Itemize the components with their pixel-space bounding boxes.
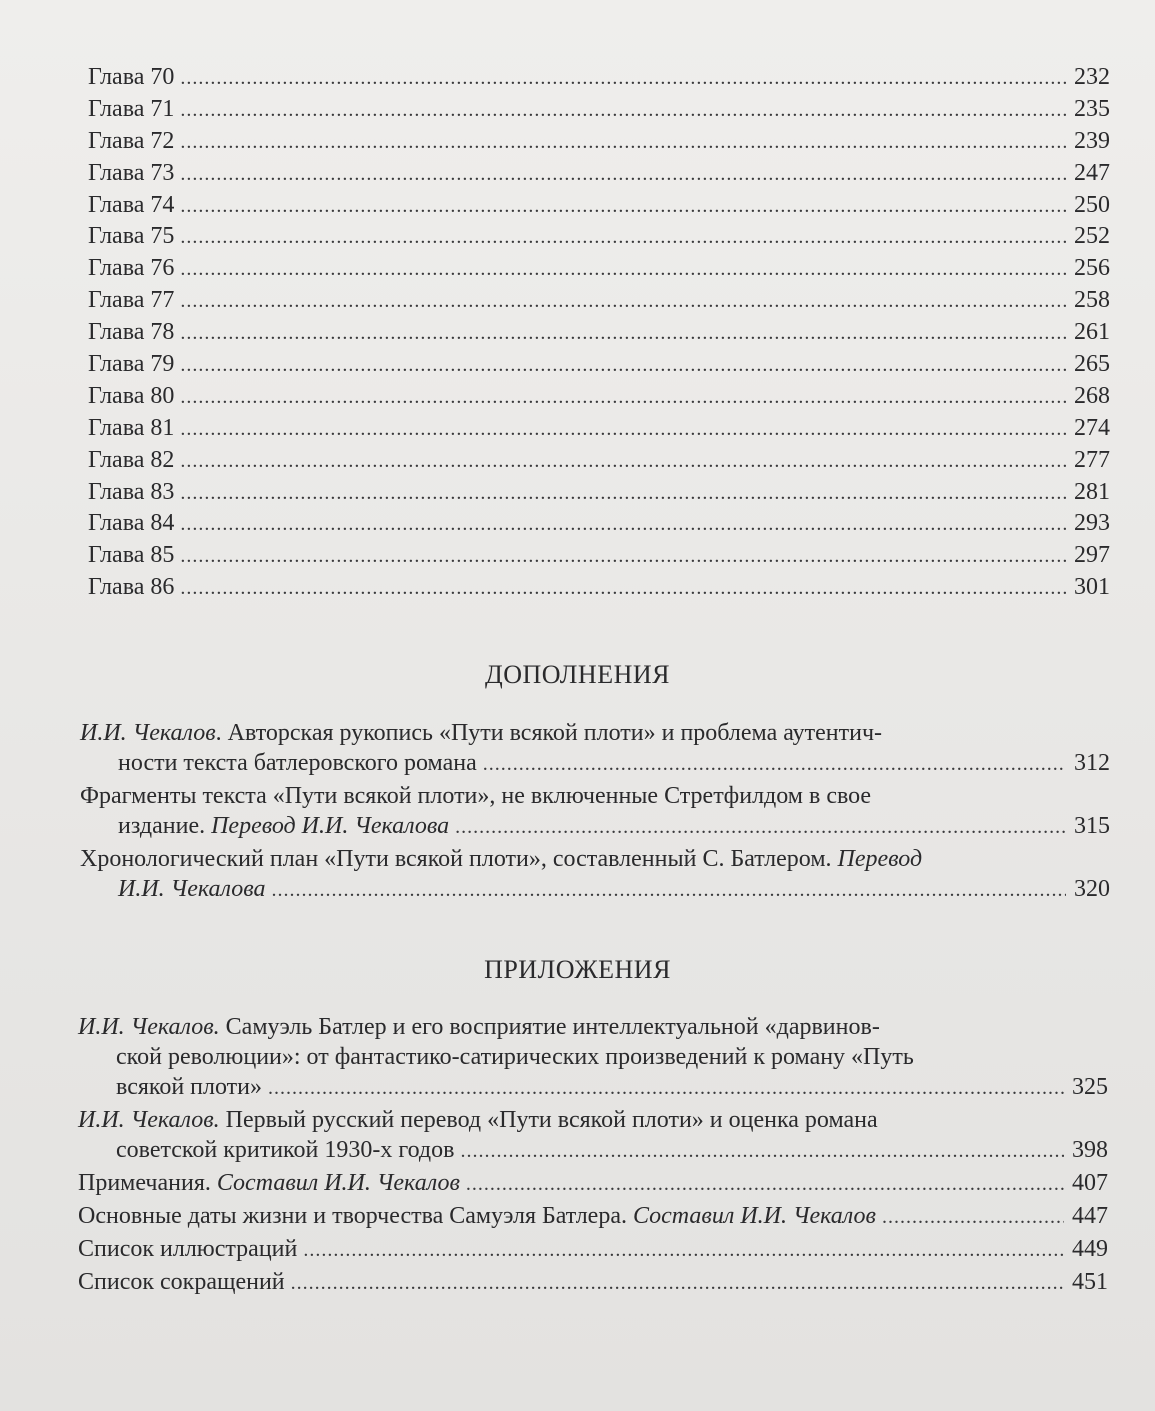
toc-row [88, 349, 1110, 381]
page-number: 256 [1074, 255, 1110, 282]
entry-text: Список иллюстраций [78, 1236, 298, 1262]
toc-row [88, 62, 1110, 94]
toc-row [88, 445, 1110, 477]
page-number: 261 [1074, 319, 1110, 346]
entry-text: Фрагменты текста «Пути всякой плоти», не включенные Стретфилдом в свое [80, 783, 872, 809]
dot-leader [180, 446, 1066, 478]
dot-leader [291, 1268, 1064, 1298]
dot-leader [180, 286, 1066, 318]
chapter-label: Глава 75 [88, 223, 175, 250]
chapter-label: Глава 78 [88, 319, 175, 346]
dot-leader [180, 63, 1066, 95]
chapter-label: Глава 74 [88, 191, 175, 218]
page-number: 312 [1074, 750, 1110, 776]
chapter-label: Глава 72 [88, 127, 175, 154]
page-number: 258 [1074, 287, 1110, 314]
dot-leader [180, 478, 1066, 510]
chapter-label: Глава 77 [88, 287, 175, 314]
page-number: 281 [1074, 478, 1110, 505]
entry-text: . Авторская рукопись «Пути всякой плоти» и проблема аутентич- [215, 720, 883, 746]
chapter-label: Глава 80 [88, 382, 175, 409]
dot-leader [180, 414, 1066, 446]
page-number: 398 [1072, 1137, 1108, 1163]
toc-row [88, 158, 1110, 190]
page-number: 277 [1074, 446, 1110, 473]
chapter-label: Глава 82 [88, 446, 175, 473]
dot-leader [466, 1169, 1064, 1199]
toc-entry [78, 1012, 1108, 1103]
dot-leader [180, 159, 1066, 191]
section-heading-appendices: ПРИЛОЖЕНИЯ [484, 955, 671, 984]
toc-entry [78, 1201, 1108, 1232]
toc-row [88, 572, 1110, 604]
toc-row [88, 317, 1110, 349]
toc-row [88, 253, 1110, 285]
entry-text: Первый русский перевод «Пути всякой плоти» и оценка романа [219, 1107, 878, 1133]
toc-row [88, 413, 1110, 445]
entry-compiler: Составил И.И. Чекалов [216, 1170, 460, 1196]
page-number: 293 [1074, 510, 1110, 537]
dot-leader [303, 1235, 1064, 1265]
entry-compiler: Составил И.И. Чекалов [632, 1203, 876, 1229]
dot-leader [455, 812, 1066, 842]
page-number: 247 [1074, 159, 1110, 186]
toc-entry [80, 718, 1110, 779]
toc-row [88, 190, 1110, 222]
chapter-list [88, 62, 1110, 604]
dot-leader [460, 1136, 1064, 1166]
chapter-label: Глава 86 [88, 574, 175, 601]
dot-leader [180, 541, 1066, 573]
chapter-label: Глава 76 [88, 255, 175, 282]
page-number: 239 [1074, 127, 1110, 154]
page-number: 451 [1072, 1269, 1108, 1295]
toc-row [88, 477, 1110, 509]
page-number: 252 [1074, 223, 1110, 250]
dot-leader [180, 350, 1066, 382]
page-number: 235 [1074, 95, 1110, 122]
page-number: 268 [1074, 382, 1110, 409]
dot-leader [180, 382, 1066, 414]
entry-translator: Перевод [837, 846, 923, 872]
entry-author: И.И. Чекалов. [78, 1107, 220, 1133]
page-number: 232 [1074, 64, 1110, 90]
chapter-label: Глава 71 [88, 95, 175, 122]
dot-leader [180, 95, 1066, 127]
toc-row [88, 508, 1110, 540]
dot-leader [180, 254, 1066, 286]
dot-leader [882, 1202, 1064, 1232]
toc-entry [80, 781, 1110, 842]
dot-leader [180, 573, 1066, 605]
entry-text: Основные даты жизни и творчества Самуэля Батлера. [78, 1203, 627, 1229]
entry-text: всякой плоти» [116, 1074, 263, 1100]
dot-leader [180, 318, 1066, 350]
page-number: 315 [1074, 813, 1110, 839]
chapter-label: Глава 85 [88, 542, 175, 569]
entry-text: советской критикой 1930-х годов [116, 1137, 455, 1163]
page-number: 301 [1074, 574, 1110, 601]
entry-author: И.И. Чекалов. [78, 1014, 220, 1040]
entry-text: Самуэль Батлер и его восприятие интеллектуальной «дарвинов- [219, 1014, 880, 1040]
toc-entry [80, 844, 1110, 905]
dot-leader [180, 191, 1066, 223]
page-number: 320 [1074, 876, 1110, 902]
dot-leader [268, 1073, 1064, 1103]
toc-entry [78, 1267, 1108, 1298]
page-number: 250 [1074, 191, 1110, 218]
page-number: 265 [1074, 351, 1110, 378]
page-number: 297 [1074, 542, 1110, 569]
toc-entry [78, 1105, 1108, 1166]
toc-row [88, 540, 1110, 572]
dot-leader [180, 222, 1066, 254]
toc-row [88, 381, 1110, 413]
toc-entry [78, 1234, 1108, 1265]
page-number: 325 [1072, 1074, 1108, 1100]
page-number: 274 [1074, 414, 1110, 441]
entry-text: Примечания. [78, 1170, 211, 1196]
chapter-label: Глава 79 [88, 351, 175, 378]
chapter-label: Глава 84 [88, 510, 175, 537]
entry-translator: И.И. Чекалова [118, 876, 266, 902]
chapter-label: Глава 73 [88, 159, 175, 186]
appendices-list [78, 1012, 1108, 1300]
chapter-label: Глава 81 [88, 414, 175, 441]
dot-leader [180, 509, 1066, 541]
section-heading-supplements: ДОПОЛНЕНИЯ [485, 660, 670, 689]
dot-leader [180, 127, 1066, 159]
entry-text: ской революции»: от фантастико-сатирических произведений к роману «Путь [116, 1044, 914, 1070]
chapter-label: Глава 83 [88, 478, 175, 505]
dot-leader [272, 875, 1067, 905]
toc-row [88, 94, 1110, 126]
entry-text: Список сокращений [78, 1269, 285, 1295]
entry-translator: Перевод И.И. Чекалова [211, 813, 450, 839]
entry-author: И.И. Чекалов [80, 720, 216, 746]
toc-entry [78, 1168, 1108, 1199]
page-number: 447 [1072, 1203, 1108, 1229]
toc-row [88, 285, 1110, 317]
page-number: 449 [1072, 1236, 1108, 1262]
entry-text: издание. [118, 813, 206, 839]
entry-text: ности текста батлеровского романа [118, 750, 477, 776]
toc-row [88, 126, 1110, 158]
dot-leader [483, 749, 1066, 779]
supplements-list [80, 718, 1110, 907]
entry-text: Хронологический план «Пути всякой плоти», составленный С. Батлером. [80, 846, 838, 872]
toc-row [88, 221, 1110, 253]
chapter-label: Глава 70 [88, 64, 175, 90]
page-number: 407 [1072, 1170, 1108, 1196]
